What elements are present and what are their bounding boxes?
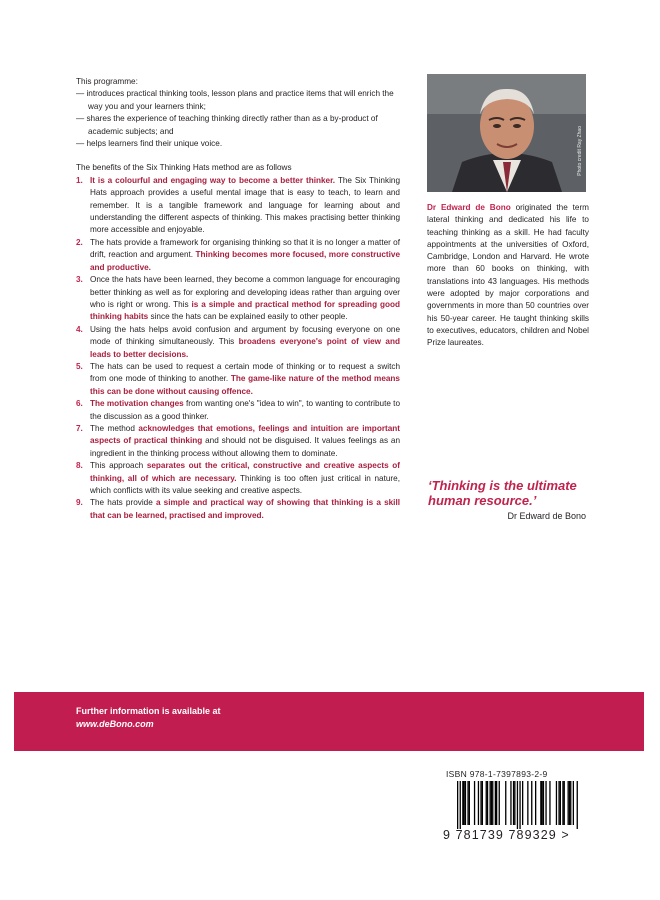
barcode-bar xyxy=(535,781,536,825)
barcode-bar xyxy=(543,781,544,825)
barcode-bar xyxy=(464,781,465,825)
barcode-bar xyxy=(474,781,475,825)
barcode-bar xyxy=(562,781,563,825)
benefit-number: 1. xyxy=(76,175,83,185)
author-portrait-illustration xyxy=(427,74,586,192)
benefit-text: Thinking is too often just critical in nature, which conflicts with its value seeking and creative aspects. xyxy=(90,473,400,495)
benefits-heading: The benefits of the Six Thinking Hats method are as follows xyxy=(76,163,292,173)
barcode-bar xyxy=(462,781,463,825)
barcode-bar xyxy=(545,781,546,825)
barcode-bar xyxy=(492,781,493,825)
barcode-bar xyxy=(540,781,541,825)
benefit-text: Using the hats helps avoid confusion and argument by focusing everyone on one mode of thinking simultaneously. This xyxy=(90,324,400,347)
footer-url-link[interactable]: www.deBono.com xyxy=(76,719,154,729)
benefit-text: The hats provide xyxy=(90,498,156,508)
benefit-number: 4. xyxy=(76,324,83,334)
barcode-bar xyxy=(457,781,458,829)
benefit-highlight: Thinking becomes more focused, more constructive and productive. xyxy=(90,250,400,272)
author-photo xyxy=(427,74,586,192)
barcode-bar xyxy=(478,781,479,825)
pull-quote: ‘Thinking is the ultimate human resource.’ xyxy=(428,478,577,508)
benefit-item xyxy=(76,274,400,324)
benefit-item xyxy=(76,460,400,497)
quote-author: Dr Edward de Bono xyxy=(507,511,586,521)
benefit-item xyxy=(76,398,400,423)
benefit-text: Once the hats have been learned, they become a common language for encouraging better thinking as well as for exploring and developing ideas rather than arguing over who is right or wrong. This xyxy=(90,275,400,309)
benefit-number: 9. xyxy=(76,498,83,508)
programme-bullet: — shares the experience of teaching thinking directly rather than as a by-product of academic subjects; and xyxy=(76,114,378,136)
barcode-bar xyxy=(556,781,557,825)
benefits-list xyxy=(76,175,400,522)
benefit-highlight: The game-like nature of the method means this can be done without causing offence. xyxy=(90,374,400,396)
benefit-text: and should not be disguised. It values feelings as an ingredient in the thinking process without allowing them to dominate. xyxy=(90,436,400,458)
barcode-bar xyxy=(542,781,543,825)
barcode-bars xyxy=(447,781,579,829)
barcode-bar xyxy=(465,781,466,825)
benefit-item xyxy=(76,324,400,361)
barcode-bar xyxy=(573,781,574,825)
programme-bullet: — helps learners find their unique voice. xyxy=(76,139,223,149)
barcode-bar xyxy=(517,781,518,829)
benefit-number: 8. xyxy=(76,461,83,471)
author-bio xyxy=(427,202,589,350)
author-name: Dr Edward de Bono xyxy=(427,203,511,212)
barcode-bar xyxy=(499,781,500,825)
benefit-number: 3. xyxy=(76,275,83,285)
benefit-item xyxy=(76,175,400,237)
benefit-text: This approach xyxy=(90,461,147,471)
barcode-bar xyxy=(568,781,569,825)
barcode-bar xyxy=(487,781,488,825)
barcode-bar xyxy=(577,781,578,829)
barcode-bar xyxy=(510,781,511,825)
benefit-text: The hats provide a framework for organising thinking so that it is no longer a matter of drift, reaction and argument. xyxy=(90,237,400,260)
benefit-item xyxy=(76,497,400,522)
benefit-number: 5. xyxy=(76,361,83,371)
benefit-highlight: It is a colourful and engaging way to become a better thinker. xyxy=(90,175,336,185)
benefit-highlight: broadens everyone's point of view and leads to better decisions. xyxy=(90,337,400,359)
isbn-barcode xyxy=(443,769,587,854)
barcode-bar xyxy=(486,781,487,825)
author-bio-text: originated the term lateral thinking and dedicated his life to teaching thinking as a skill. He had faculty appointments at the universities of Oxford, Cambridge, London and Harvard. He wrote more than 60 books on thinking, with translations into 43 languages. His methods were adopted by major corporations and governments in more than 50 countries over his 50-year career. He taught thinking skills to executives, educators, children and Nobel Prize laureates. xyxy=(427,203,590,348)
benefit-highlight: separates out the critical, constructive and creative aspects of thinking, all of which are necessary. xyxy=(90,461,400,483)
barcode-bar xyxy=(467,781,468,825)
barcode-bar xyxy=(495,781,496,825)
barcode-bar xyxy=(482,781,483,825)
benefit-text: The method xyxy=(90,423,139,433)
benefit-item xyxy=(76,237,400,274)
footer-info-text: Further information is available at xyxy=(76,706,221,716)
barcode-bar xyxy=(549,781,550,825)
barcode-bar xyxy=(522,781,523,825)
barcode-bar xyxy=(513,781,514,825)
barcode-bar xyxy=(496,781,497,825)
photo-credit: Photo credit Ray Zhao xyxy=(577,126,583,176)
barcode-bar xyxy=(570,781,571,825)
benefit-item xyxy=(76,361,400,398)
benefit-highlight: is a simple and practical method for spreading good thinking habits xyxy=(90,299,400,322)
main-text-column xyxy=(76,76,400,522)
barcode-bar xyxy=(505,781,506,825)
barcode-bar xyxy=(564,781,565,825)
benefit-text: since the hats can be explained easily to other people. xyxy=(148,312,348,322)
benefit-text: from wanting one's "idea to win", to wanting to contribute to the discussion as a good thinker. xyxy=(90,399,400,421)
barcode-bar xyxy=(558,781,559,825)
isbn-label: ISBN 978-1-7397893-2-9 xyxy=(446,769,548,779)
barcode-digits: 9 781739 789329 > xyxy=(443,828,570,842)
barcode-bar xyxy=(491,781,492,825)
benefit-item xyxy=(76,423,400,460)
benefit-highlight: The motivation changes xyxy=(90,399,184,409)
benefit-number: 2. xyxy=(76,237,83,247)
benefit-highlight: a simple and practical way of showing that thinking is a skill that can be learned, practised and improved. xyxy=(90,498,401,520)
barcode-bar xyxy=(531,781,532,825)
benefit-text: The Six Thinking Hats approach provides a useful mental image that is easy to teach, to learn and remember. It is a tangible framework and language for learning about and understanding the different aspects of thinking. This makes practising better thinking more accessible and enjoyable. xyxy=(90,175,400,235)
benefit-number: 7. xyxy=(76,423,83,433)
barcode-bar xyxy=(460,781,461,829)
benefit-text: The hats can be used to request a certain mode of thinking or to request a switch from one mode of thinking to another. xyxy=(90,361,400,384)
programme-bullet: — introduces practical thinking tools, lesson plans and practice items that will enrich the way you and your learners think; xyxy=(76,89,394,111)
barcode-bar xyxy=(469,781,470,825)
barcode-bar xyxy=(560,781,561,825)
barcode-bar xyxy=(514,781,515,825)
barcode-bar xyxy=(569,781,570,825)
barcode-bar xyxy=(490,781,491,825)
barcode-bar xyxy=(519,781,520,829)
benefit-number: 6. xyxy=(76,399,83,409)
programme-intro: This programme: xyxy=(76,77,138,86)
footer-band xyxy=(14,692,644,751)
barcode-bar xyxy=(527,781,528,825)
benefit-highlight: acknowledges that emotions, feelings and intuition are important aspects of practical thinking xyxy=(90,423,401,446)
barcode-bar xyxy=(480,781,481,825)
